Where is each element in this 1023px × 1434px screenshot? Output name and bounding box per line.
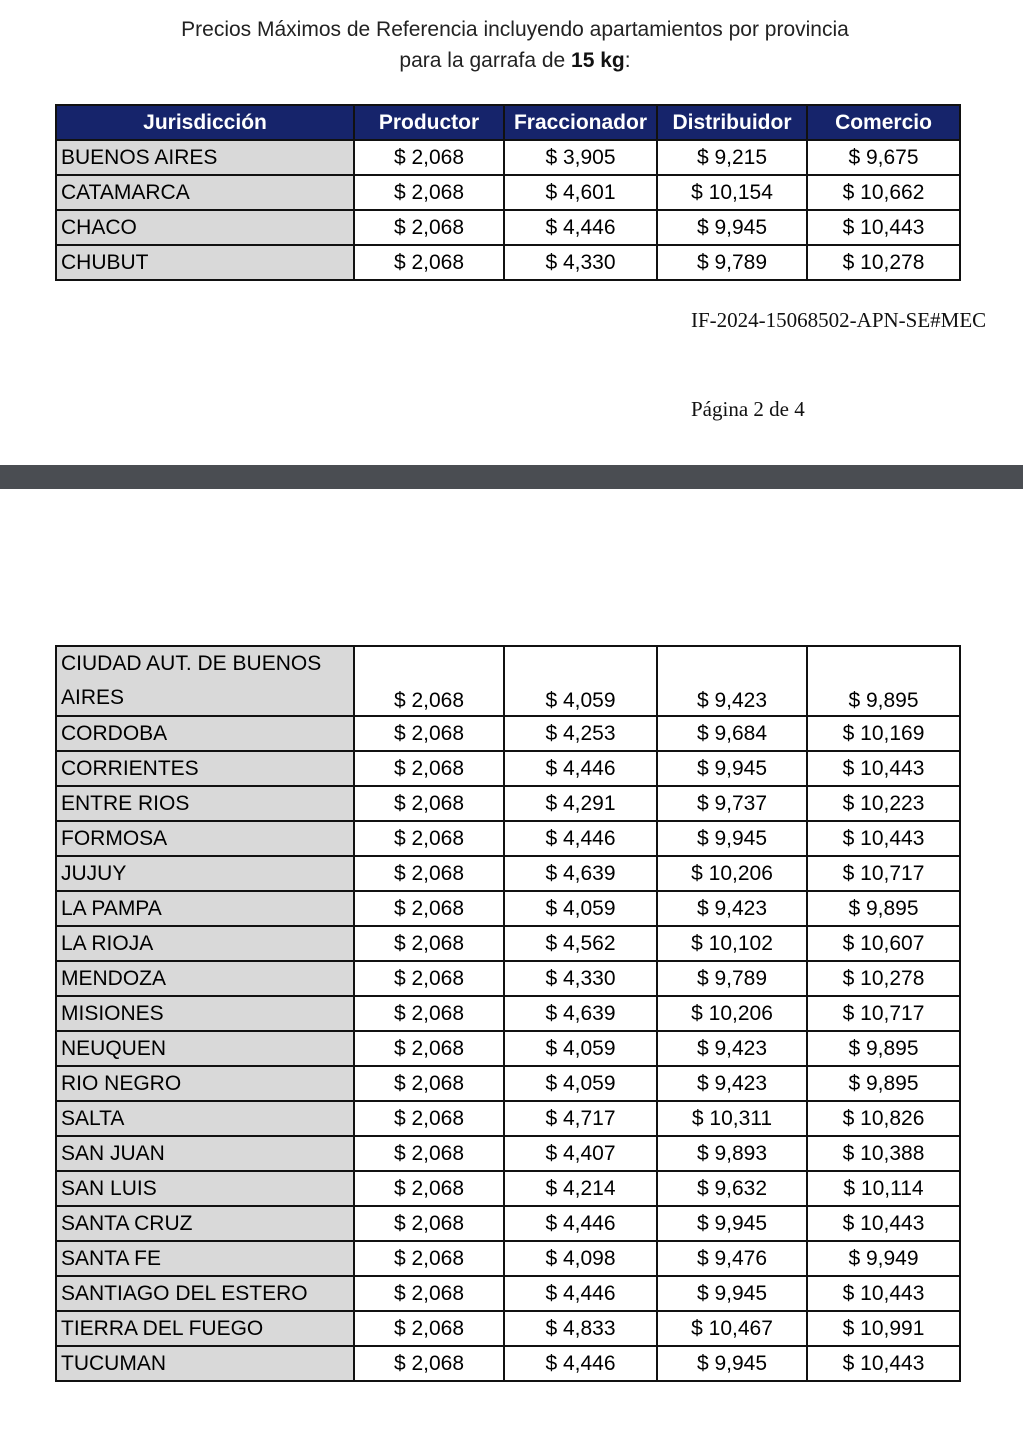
cell-jurisdiccion: SANTIAGO DEL ESTERO — [56, 1276, 354, 1311]
cell-distribuidor: $ 9,423 — [657, 646, 807, 716]
cell-fraccionador: $ 4,601 — [504, 175, 657, 210]
table-row — [56, 1241, 960, 1276]
cell-distribuidor: $ 9,789 — [657, 245, 807, 280]
table-row — [56, 856, 960, 891]
cell-comercio: $ 10,443 — [807, 1346, 960, 1381]
cell-jurisdiccion: TIERRA DEL FUEGO — [56, 1311, 354, 1346]
cell-fraccionador: $ 4,059 — [504, 891, 657, 926]
heading-line-1: Precios Máximos de Referencia incluyendo apartamientos por provincia — [181, 18, 849, 41]
cell-distribuidor: $ 9,684 — [657, 716, 807, 751]
table-row — [56, 1276, 960, 1311]
cell-fraccionador: $ 4,833 — [504, 1311, 657, 1346]
cell-comercio: $ 10,223 — [807, 786, 960, 821]
table-row — [56, 1311, 960, 1346]
table-top-body — [56, 140, 960, 280]
cell-distribuidor: $ 10,311 — [657, 1101, 807, 1136]
cell-fraccionador: $ 4,446 — [504, 1346, 657, 1381]
cell-comercio: $ 10,443 — [807, 1206, 960, 1241]
cell-jurisdiccion: CATAMARCA — [56, 175, 354, 210]
price-table-top — [55, 104, 961, 281]
cell-distribuidor: $ 9,789 — [657, 961, 807, 996]
cell-jurisdiccion: SAN JUAN — [56, 1136, 354, 1171]
cell-productor: $ 2,068 — [354, 926, 504, 961]
cell-jurisdiccion: MISIONES — [56, 996, 354, 1031]
table-row — [56, 175, 960, 210]
cell-jurisdiccion: FORMOSA — [56, 821, 354, 856]
cell-distribuidor: $ 10,206 — [657, 996, 807, 1031]
cell-jurisdiccion: SANTA CRUZ — [56, 1206, 354, 1241]
cell-fraccionador: $ 4,446 — [504, 821, 657, 856]
cell-comercio: $ 9,675 — [807, 140, 960, 175]
cell-fraccionador: $ 4,330 — [504, 245, 657, 280]
document-page-upper — [0, 0, 1023, 465]
header-comercio: Comercio — [807, 105, 960, 140]
cell-fraccionador: $ 4,639 — [504, 856, 657, 891]
cell-distribuidor: $ 10,467 — [657, 1311, 807, 1346]
heading-prefix: para la garrafa de — [399, 49, 572, 72]
cell-distribuidor: $ 9,945 — [657, 821, 807, 856]
cell-jurisdiccion: MENDOZA — [56, 961, 354, 996]
cell-distribuidor: $ 9,945 — [657, 210, 807, 245]
cell-jurisdiccion: NEUQUEN — [56, 1031, 354, 1066]
cell-productor: $ 2,068 — [354, 140, 504, 175]
document-id: IF-2024-15068502-APN-SE#MEC — [691, 308, 987, 332]
cell-comercio: $ 10,443 — [807, 1276, 960, 1311]
cell-productor: $ 2,068 — [354, 1346, 504, 1381]
heading-suffix: : — [624, 49, 631, 72]
cell-distribuidor: $ 9,423 — [657, 1066, 807, 1101]
cell-productor: $ 2,068 — [354, 821, 504, 856]
cell-productor: $ 2,068 — [354, 646, 504, 716]
cell-comercio: $ 10,443 — [807, 751, 960, 786]
cell-jurisdiccion: CIUDAD AUT. DE BUENOS AIRES — [56, 646, 354, 716]
cell-jurisdiccion: RIO NEGRO — [56, 1066, 354, 1101]
cell-comercio: $ 10,278 — [807, 245, 960, 280]
cell-productor: $ 2,068 — [354, 1066, 504, 1101]
cell-productor: $ 2,068 — [354, 716, 504, 751]
header-fraccionador: Fraccionador — [504, 105, 657, 140]
table-row — [56, 210, 960, 245]
table-row — [56, 1031, 960, 1066]
table-row — [56, 140, 960, 175]
cell-jurisdiccion: CORRIENTES — [56, 751, 354, 786]
cell-comercio: $ 10,826 — [807, 1101, 960, 1136]
table-bottom-body — [56, 646, 960, 1381]
cell-fraccionador: $ 4,059 — [504, 1031, 657, 1066]
cell-jurisdiccion: ENTRE RIOS — [56, 786, 354, 821]
page-separator — [0, 465, 1023, 489]
heading-line-2 — [0, 45, 1023, 76]
cell-distribuidor: $ 9,945 — [657, 1206, 807, 1241]
cell-distribuidor: $ 9,423 — [657, 891, 807, 926]
cell-comercio: $ 10,991 — [807, 1311, 960, 1346]
cell-jurisdiccion: SANTA FE — [56, 1241, 354, 1276]
table-row — [56, 996, 960, 1031]
cell-productor: $ 2,068 — [354, 1276, 504, 1311]
cell-jurisdiccion: CORDOBA — [56, 716, 354, 751]
cell-distribuidor: $ 10,206 — [657, 856, 807, 891]
table-row — [56, 821, 960, 856]
cell-fraccionador: $ 4,717 — [504, 1101, 657, 1136]
cell-productor: $ 2,068 — [354, 996, 504, 1031]
cell-productor: $ 2,068 — [354, 1171, 504, 1206]
cell-comercio: $ 10,278 — [807, 961, 960, 996]
cell-productor: $ 2,068 — [354, 751, 504, 786]
cell-comercio: $ 10,607 — [807, 926, 960, 961]
cell-distribuidor: $ 10,102 — [657, 926, 807, 961]
cell-jurisdiccion: LA RIOJA — [56, 926, 354, 961]
cell-comercio: $ 10,169 — [807, 716, 960, 751]
table-row — [56, 245, 960, 280]
cell-productor: $ 2,068 — [354, 961, 504, 996]
cell-comercio: $ 10,717 — [807, 996, 960, 1031]
cell-fraccionador: $ 4,098 — [504, 1241, 657, 1276]
cell-jurisdiccion: SALTA — [56, 1101, 354, 1136]
cell-jurisdiccion: CHUBUT — [56, 245, 354, 280]
cell-fraccionador: $ 4,446 — [504, 751, 657, 786]
table-row — [56, 1101, 960, 1136]
cell-productor: $ 2,068 — [354, 1241, 504, 1276]
cell-productor: $ 2,068 — [354, 891, 504, 926]
table-row — [56, 646, 960, 716]
table-row — [56, 1171, 960, 1206]
cell-jurisdiccion: CHACO — [56, 210, 354, 245]
cell-distribuidor: $ 9,945 — [657, 1346, 807, 1381]
cell-fraccionador: $ 4,059 — [504, 1066, 657, 1101]
cell-jurisdiccion: TUCUMAN — [56, 1346, 354, 1381]
cell-comercio: $ 9,895 — [807, 1031, 960, 1066]
table-row — [56, 1206, 960, 1241]
cell-distribuidor: $ 9,215 — [657, 140, 807, 175]
table-heading — [0, 14, 1023, 76]
cell-productor: $ 2,068 — [354, 1101, 504, 1136]
table-row — [56, 751, 960, 786]
cell-comercio: $ 10,388 — [807, 1136, 960, 1171]
cell-distribuidor: $ 9,423 — [657, 1031, 807, 1066]
cell-comercio: $ 9,895 — [807, 1066, 960, 1101]
cell-jurisdiccion: BUENOS AIRES — [56, 140, 354, 175]
cell-distribuidor: $ 9,476 — [657, 1241, 807, 1276]
cell-distribuidor: $ 10,154 — [657, 175, 807, 210]
header-distribuidor: Distribuidor — [657, 105, 807, 140]
cell-productor: $ 2,068 — [354, 786, 504, 821]
cell-fraccionador: $ 4,059 — [504, 646, 657, 716]
cell-productor: $ 2,068 — [354, 1311, 504, 1346]
table-row — [56, 961, 960, 996]
cell-comercio: $ 10,443 — [807, 210, 960, 245]
cell-distribuidor: $ 9,945 — [657, 751, 807, 786]
cell-fraccionador: $ 4,446 — [504, 1206, 657, 1241]
page-number: Página 2 de 4 — [691, 397, 805, 421]
table-row — [56, 926, 960, 961]
table-row — [56, 891, 960, 926]
table-row — [56, 786, 960, 821]
cell-fraccionador: $ 4,253 — [504, 716, 657, 751]
cell-fraccionador: $ 4,407 — [504, 1136, 657, 1171]
cell-fraccionador: $ 4,446 — [504, 210, 657, 245]
cell-fraccionador: $ 4,330 — [504, 961, 657, 996]
cell-fraccionador: $ 4,214 — [504, 1171, 657, 1206]
header-productor: Productor — [354, 105, 504, 140]
cell-jurisdiccion: SAN LUIS — [56, 1171, 354, 1206]
cell-productor: $ 2,068 — [354, 1031, 504, 1066]
cell-comercio: $ 9,949 — [807, 1241, 960, 1276]
table-row — [56, 1066, 960, 1101]
cell-productor: $ 2,068 — [354, 245, 504, 280]
cell-fraccionador: $ 3,905 — [504, 140, 657, 175]
cell-fraccionador: $ 4,291 — [504, 786, 657, 821]
heading-weight: 15 kg — [571, 49, 625, 72]
cell-comercio: $ 10,114 — [807, 1171, 960, 1206]
cell-productor: $ 2,068 — [354, 1206, 504, 1241]
cell-comercio: $ 9,895 — [807, 646, 960, 716]
table-row — [56, 1346, 960, 1381]
cell-productor: $ 2,068 — [354, 210, 504, 245]
cell-fraccionador: $ 4,562 — [504, 926, 657, 961]
cell-comercio: $ 10,717 — [807, 856, 960, 891]
cell-comercio: $ 10,443 — [807, 821, 960, 856]
cell-fraccionador: $ 4,639 — [504, 996, 657, 1031]
cell-comercio: $ 9,895 — [807, 891, 960, 926]
cell-distribuidor: $ 9,945 — [657, 1276, 807, 1311]
cell-jurisdiccion: LA PAMPA — [56, 891, 354, 926]
cell-productor: $ 2,068 — [354, 175, 504, 210]
cell-productor: $ 2,068 — [354, 1136, 504, 1171]
table-row — [56, 1136, 960, 1171]
cell-productor: $ 2,068 — [354, 856, 504, 891]
table-header-row — [56, 105, 960, 140]
header-jurisdiccion: Jurisdicción — [56, 105, 354, 140]
table-row — [56, 716, 960, 751]
cell-distribuidor: $ 9,737 — [657, 786, 807, 821]
cell-jurisdiccion: JUJUY — [56, 856, 354, 891]
cell-distribuidor: $ 9,893 — [657, 1136, 807, 1171]
cell-fraccionador: $ 4,446 — [504, 1276, 657, 1311]
cell-distribuidor: $ 9,632 — [657, 1171, 807, 1206]
price-table-bottom — [55, 645, 961, 1382]
cell-comercio: $ 10,662 — [807, 175, 960, 210]
